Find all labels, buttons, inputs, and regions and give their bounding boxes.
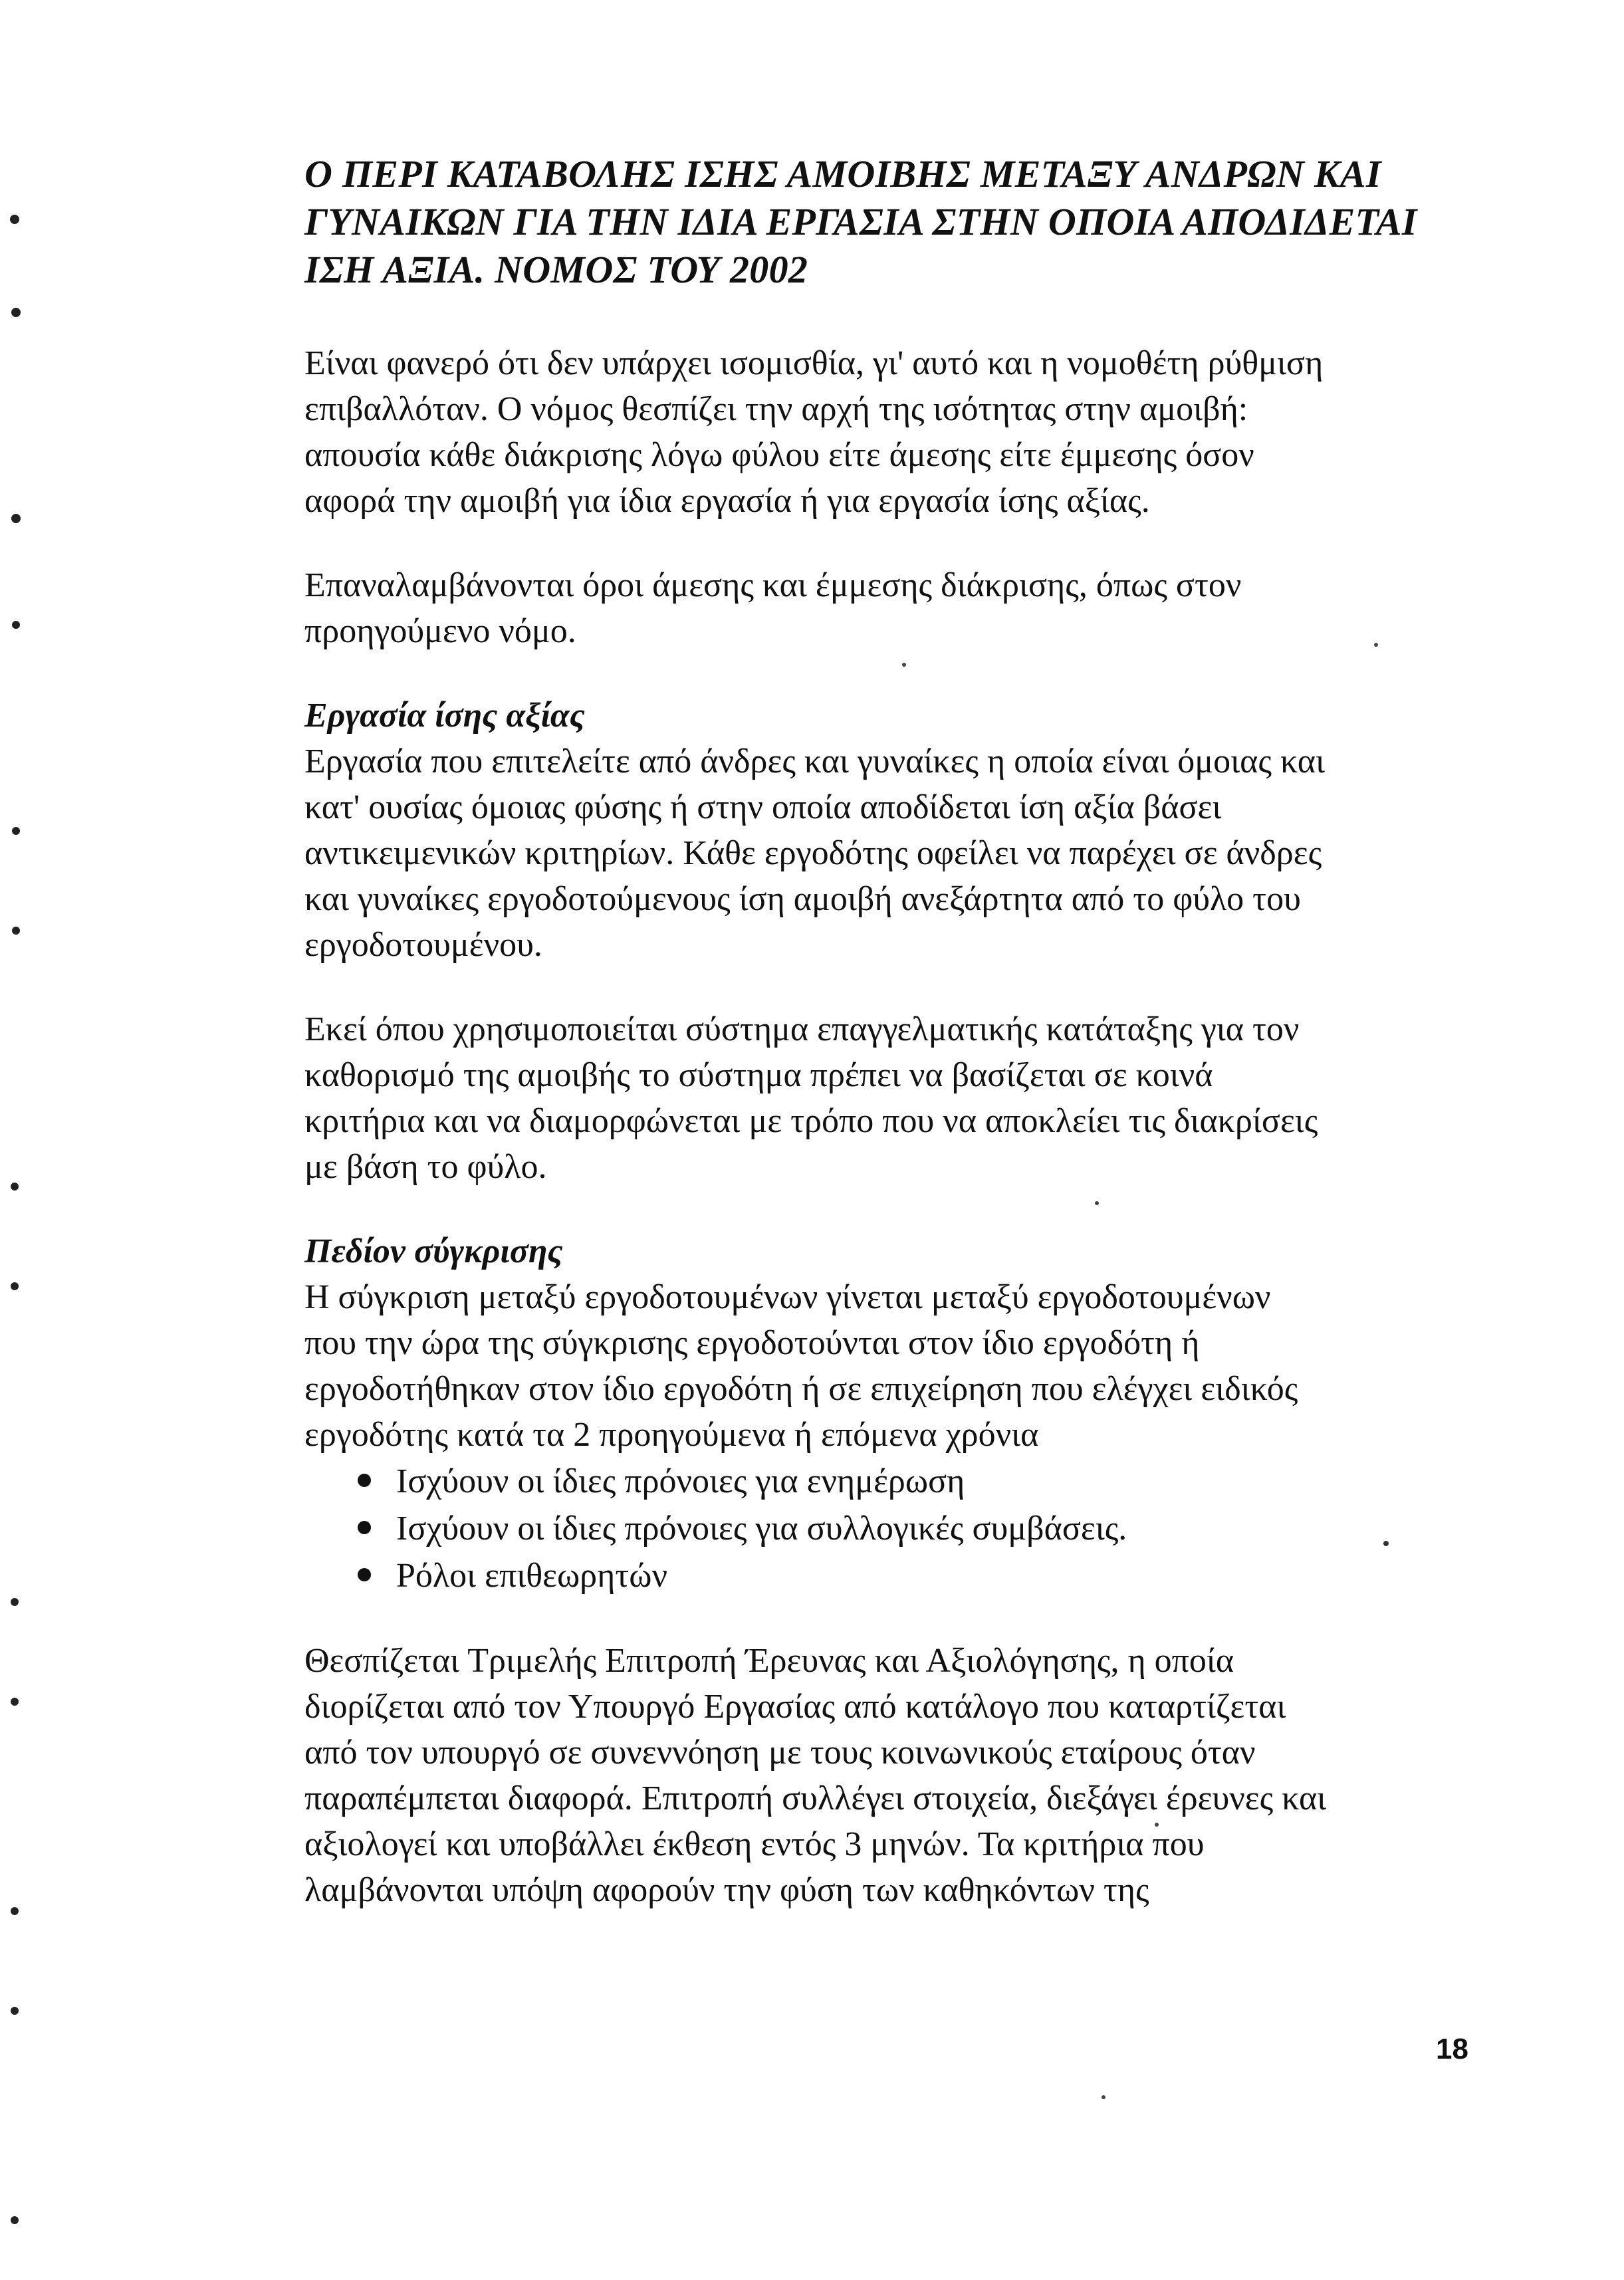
- list-item: [358, 1505, 1498, 1552]
- paragraph-definitions: [304, 562, 1498, 654]
- text-line: καθορισμό της αμοιβής το σύστημα πρέπει να βασίζεται σε κοινά: [304, 1056, 1213, 1094]
- paragraph-classification: [304, 1006, 1498, 1190]
- text-line: εργοδοτουμένου.: [304, 926, 542, 964]
- list-item: [358, 1552, 1498, 1599]
- text-line: Είναι φανερό ότι δεν υπάρχει ισομισθία, γι' αυτό και η νομοθέτη ρύθμιση: [304, 344, 1324, 382]
- text-line: αξιολογεί και υποβάλλει έκθεση εντός 3 μηνών. Τα κριτήρια που: [304, 1825, 1205, 1863]
- text-line: εργοδοτήθηκαν στον ίδιο εργοδότη ή σε επιχείρηση που ελέγχει ειδικός: [304, 1370, 1298, 1408]
- text-line: λαμβάνονται υπόψη αφορούν την φύση των καθηκόντων της: [304, 1871, 1149, 1909]
- text-line: παραπέμπεται διαφορά. Επιτροπή συλλέγει στοιχεία, διεξάγει έρευνες και: [304, 1779, 1327, 1817]
- text-line: διορίζεται από τον Υπουργό Εργασίας από κατάλογο που καταρτίζεται: [304, 1688, 1286, 1726]
- text-line: Εργασία που επιτελείτε από άνδρες και γυναίκες η οποία είναι όμοιας και: [304, 742, 1325, 780]
- list-item-text: Ρόλοι επιθεωρητών: [396, 1557, 667, 1595]
- bullet-list: [304, 1458, 1498, 1599]
- text-line: προηγούμενο νόμο.: [304, 612, 576, 650]
- text-line: με βάση το φύλο.: [304, 1148, 547, 1186]
- text-line: κατ' ουσίας όμοιας φύσης ή στην οποία αποδίδεται ίση αξία βάσει: [304, 788, 1222, 826]
- text-line: απουσία κάθε διάκρισης λόγω φύλου είτε άμεσης είτε έμμεσης όσον: [304, 436, 1254, 474]
- document-body: [304, 150, 1498, 1952]
- text-line: και γυναίκες εργοδοτούμενους ίση αμοιβή ανεξάρτητα από το φύλο του: [304, 880, 1301, 918]
- document-title: [304, 150, 1498, 294]
- text-line: επιβαλλόταν. Ο νόμος θεσπίζει την αρχή της ισότητας στην αμοιβή:: [304, 390, 1248, 428]
- list-item: [358, 1458, 1498, 1505]
- text-line: αντικειμενικών κριτηρίων. Κάθε εργοδότης οφείλει να παρέχει σε άνδρες: [304, 834, 1322, 872]
- paragraph-intro: [304, 340, 1498, 524]
- list-item-text: Ισχύουν οι ίδιες πρόνοιες για συλλογικές συμβάσεις.: [396, 1510, 1127, 1547]
- text-line: εργοδότης κατά τα 2 προηγούμενα ή επόμενα χρόνια: [304, 1416, 1039, 1454]
- text-line: Η σύγκριση μεταξύ εργοδοτουμένων γίνεται μεταξύ εργοδοτουμένων: [304, 1278, 1271, 1316]
- section-comparison-field: [304, 1228, 1498, 1599]
- list-item-text: Ισχύουν οι ίδιες πρόνοιες για ενημέρωση: [396, 1462, 965, 1500]
- text-line: Εκεί όπου χρησιμοποιείται σύστημα επαγγελματικής κατάταξης για τον: [304, 1010, 1300, 1048]
- title-line: ΓΥΝΑΙΚΩΝ ΓΙΑ ΤΗΝ ΙΔΙΑ ΕΡΓΑΣΙΑ ΣΤΗΝ ΟΠΟΙΑ ΑΠΟΔΙΔΕΤΑΙ: [304, 200, 1417, 243]
- text-line: Επαναλαμβάνονται όροι άμεσης και έμμεσης διάκρισης, όπως στον: [304, 566, 1242, 604]
- section-equal-value-work: [304, 693, 1498, 968]
- bullet-icon: [358, 1474, 371, 1487]
- bullet-icon: [358, 1568, 371, 1581]
- text-line: από τον υπουργό σε συνεννόηση με τους κοινωνικούς εταίρους όταν: [304, 1734, 1256, 1771]
- paragraph-committee: [304, 1638, 1498, 1913]
- text-line: που την ώρα της σύγκρισης εργοδοτούνται στον ίδιο εργοδότη ή: [304, 1324, 1200, 1362]
- title-line: Ο ΠΕΡΙ ΚΑΤΑΒΟΛΗΣ ΙΣΗΣ ΑΜΟΙΒΗΣ ΜΕΤΑΞΥ ΑΝΔΡΩΝ ΚΑΙ: [304, 152, 1381, 195]
- text-line: αφορά την αμοιβή για ίδια εργασία ή για εργασία ίσης αξίας.: [304, 482, 1150, 520]
- title-line: ΙΣΗ ΑΞΙΑ. ΝΟΜΟΣ ΤΟΥ 2002: [304, 248, 808, 291]
- text-line: Θεσπίζεται Τριμελής Επιτροπή Έρευνας και Αξιολόγησης, η οποία: [304, 1642, 1234, 1680]
- page-number: 18: [1436, 2033, 1468, 2065]
- section-heading: Πεδίον σύγκρισης: [304, 1232, 563, 1270]
- bullet-icon: [358, 1521, 371, 1534]
- section-heading: Εργασία ίσης αξίας: [304, 697, 585, 735]
- text-line: κριτήρια και να διαμορφώνεται με τρόπο που να αποκλείει τις διακρίσεις: [304, 1102, 1318, 1140]
